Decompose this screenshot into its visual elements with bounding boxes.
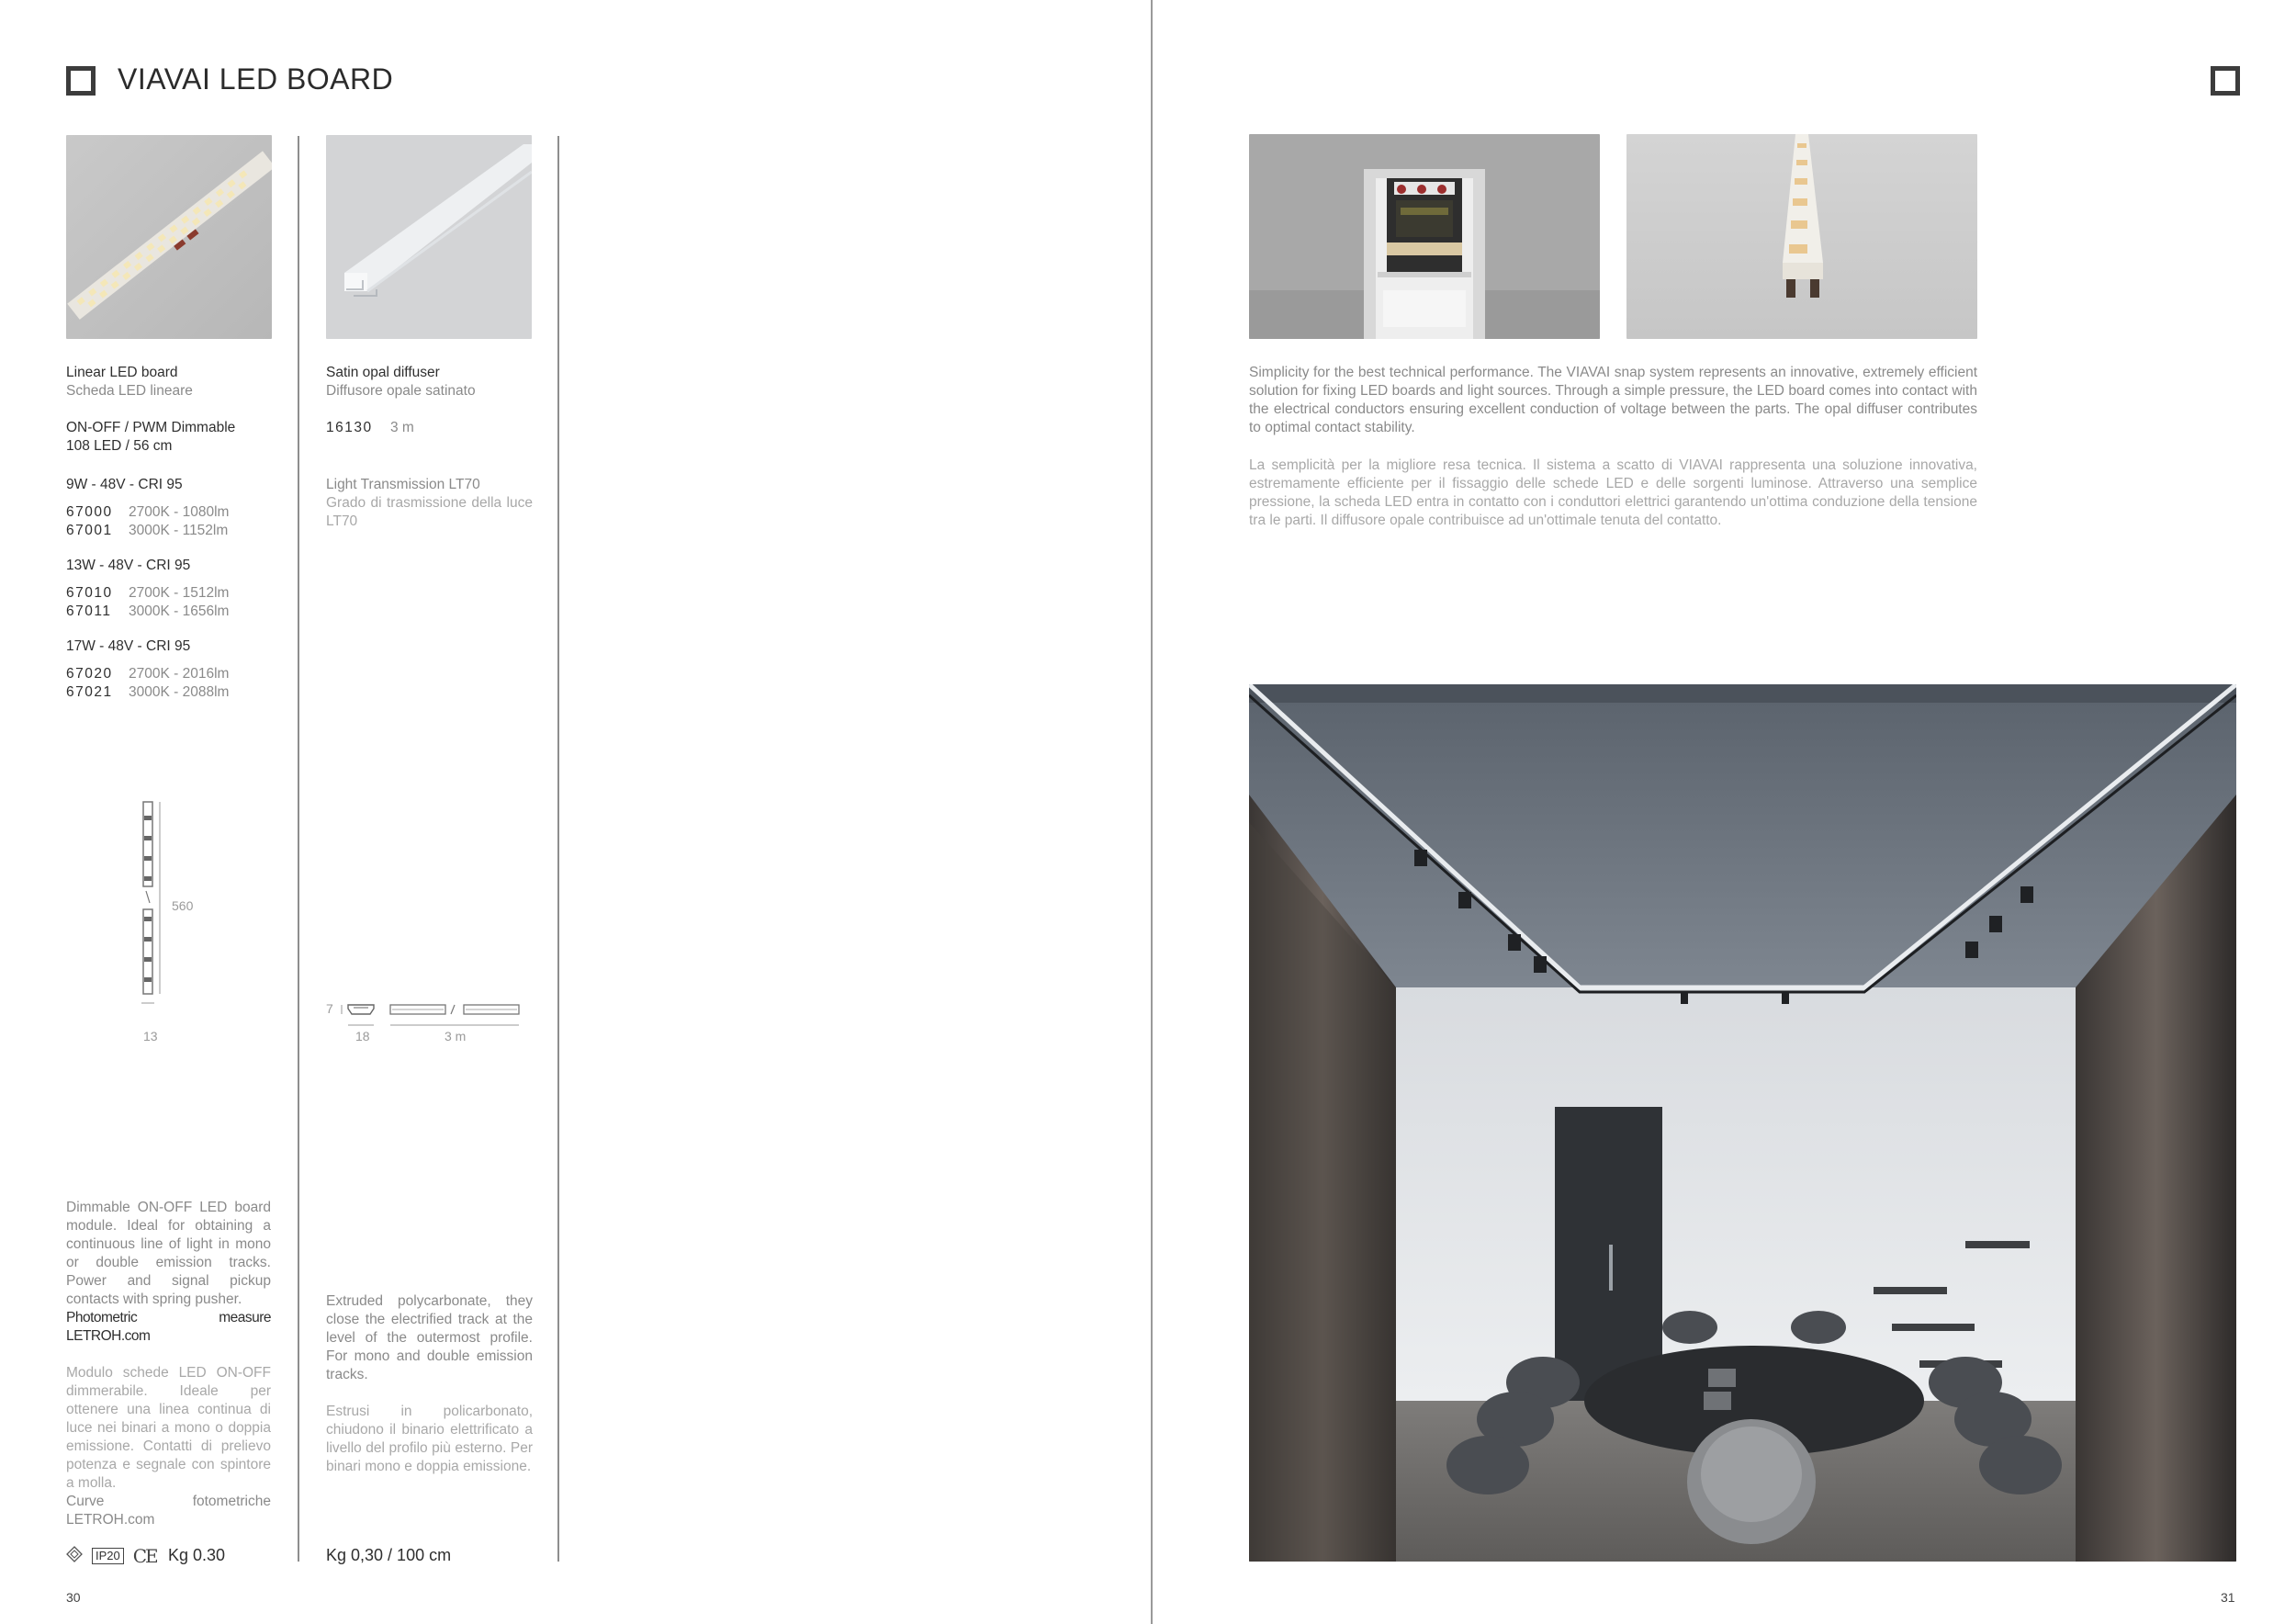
led-info: 108 LED / 56 cm bbox=[66, 438, 173, 454]
dimension-height: 7 bbox=[326, 1001, 333, 1016]
product-code-row bbox=[66, 665, 273, 683]
product-code: 16130 bbox=[326, 420, 373, 435]
photometric-link-en[interactable]: Photometric measure LETROH.com bbox=[66, 1310, 271, 1344]
meeting-room-photo bbox=[1249, 684, 2236, 1562]
product-name-it: Diffusore opale satinato bbox=[326, 383, 476, 399]
product-desc: 3000K - 1152lm bbox=[129, 523, 229, 538]
control-type: ON-OFF / PWM Dimmable bbox=[66, 420, 236, 435]
product-name-it: Scheda LED lineare bbox=[66, 383, 193, 399]
product-desc: 3000K - 2088lm bbox=[129, 684, 230, 700]
column-divider-1 bbox=[298, 136, 299, 1562]
diffuser-photo bbox=[326, 135, 532, 339]
photometric-link-it[interactable]: Curve fotometriche LETROH.com bbox=[66, 1494, 271, 1528]
product-code: 67000 bbox=[66, 504, 113, 520]
product-code-row bbox=[66, 522, 273, 540]
led-board-closeup-photo bbox=[1626, 134, 1977, 339]
product-name-en: Linear LED board bbox=[66, 365, 178, 380]
product-desc: 2700K - 2016lm bbox=[129, 666, 230, 682]
profile-section-photo bbox=[1249, 134, 1600, 339]
description-en: Extruded polycarbonate, they close the electrified track at the level of the outermost profile. For mono and double emission tracks. bbox=[326, 1293, 533, 1382]
spec-line: 13W - 48V - CRI 95 bbox=[66, 558, 191, 573]
led-board-photo bbox=[66, 135, 272, 339]
certification-icons bbox=[66, 1545, 157, 1567]
weight-left: Kg 0.30 bbox=[168, 1546, 226, 1564]
description-en: Dimmable ON-OFF LED board module. Ideal for obtaining a continuous line of light in mono or double emission tracks. Power and signal pickup contacts with spring pusher. bbox=[66, 1200, 271, 1307]
dimension-width: 13 bbox=[143, 1029, 158, 1043]
dimension-length: 560 bbox=[172, 898, 194, 913]
weight-middle: Kg 0,30 / 100 cm bbox=[326, 1546, 452, 1564]
transmission-en: Light Transmission LT70 bbox=[326, 477, 480, 492]
transmission-it: Grado di trasmissione della luce LT70 bbox=[326, 495, 533, 529]
product-code: 67021 bbox=[66, 684, 113, 700]
ce-mark-icon: CE bbox=[132, 1545, 157, 1567]
dimension-length: 3 m bbox=[445, 1029, 467, 1043]
product-length: 3 m bbox=[390, 420, 414, 435]
product-desc: 2700K - 1512lm bbox=[129, 585, 230, 601]
column-divider-2 bbox=[557, 136, 559, 1562]
product-desc: 3000K - 1656lm bbox=[129, 603, 230, 619]
product-name-en: Satin opal diffuser bbox=[326, 365, 440, 380]
product-code: 67001 bbox=[66, 523, 113, 538]
product-code: 67010 bbox=[66, 585, 113, 601]
product-code-row bbox=[66, 683, 273, 702]
page-spine bbox=[1151, 0, 1153, 1624]
ip20-badge: IP20 bbox=[92, 1548, 124, 1564]
page-title: VIAVAI LED BOARD bbox=[118, 62, 394, 96]
product-code-row bbox=[66, 503, 273, 522]
spec-line: 9W - 48V - CRI 95 bbox=[66, 477, 183, 492]
product-desc: 2700K - 1080lm bbox=[129, 504, 230, 520]
dimension-width: 18 bbox=[355, 1029, 370, 1043]
product-code: 67011 bbox=[66, 603, 112, 619]
product-code: 67020 bbox=[66, 666, 113, 682]
feature-text-it: La semplicità per la migliore resa tecnica. Il sistema a scatto di VIAVAI rappresenta una soluzione innovativa, estremamente efficiente per il fissaggio delle schede LED e delle sorgenti luminose. Attraverso una semplice pressione, la scheda LED entra in contatto con i conduttori elettrici garantendo un'ottima conduzione della tensione tra le parti. Il diffusore opale contribuisce ad un'ottimale tenuta del contatto. bbox=[1249, 457, 1977, 528]
description-it: Estrusi in policarbonato, chiudono il binario elettrificato a livello del profilo più esterno. Per binari mono e doppia emissione. bbox=[326, 1404, 533, 1474]
page-number-right: 31 bbox=[2221, 1590, 2235, 1605]
product-code-row bbox=[66, 603, 273, 621]
product-code-row bbox=[66, 584, 273, 603]
product-code-row bbox=[326, 419, 533, 437]
feature-text-en: Simplicity for the best technical performance. The VIAVAI snap system represents an innovative, extremely efficient solution for fixing LED boards and light sources. Through a simple pressure, the LED board comes into contact with the electrical conductors ensuring excellent conduction of voltage between the parts. The opal diffuser contributes to optimal contact stability. bbox=[1249, 365, 1977, 435]
class-diamond-icon bbox=[66, 1546, 83, 1567]
header-square-icon-right bbox=[2211, 66, 2240, 96]
spec-line: 17W - 48V - CRI 95 bbox=[66, 638, 191, 654]
description-it: Modulo schede LED ON-OFF dimmerabile. Ideale per ottenere una linea continua di luce nei binari a mono o doppia emissione. Contatti di prelievo potenza e segnale con spintore a molla. bbox=[66, 1365, 271, 1491]
page-number-left: 30 bbox=[66, 1590, 81, 1605]
header-square-icon bbox=[66, 66, 96, 96]
